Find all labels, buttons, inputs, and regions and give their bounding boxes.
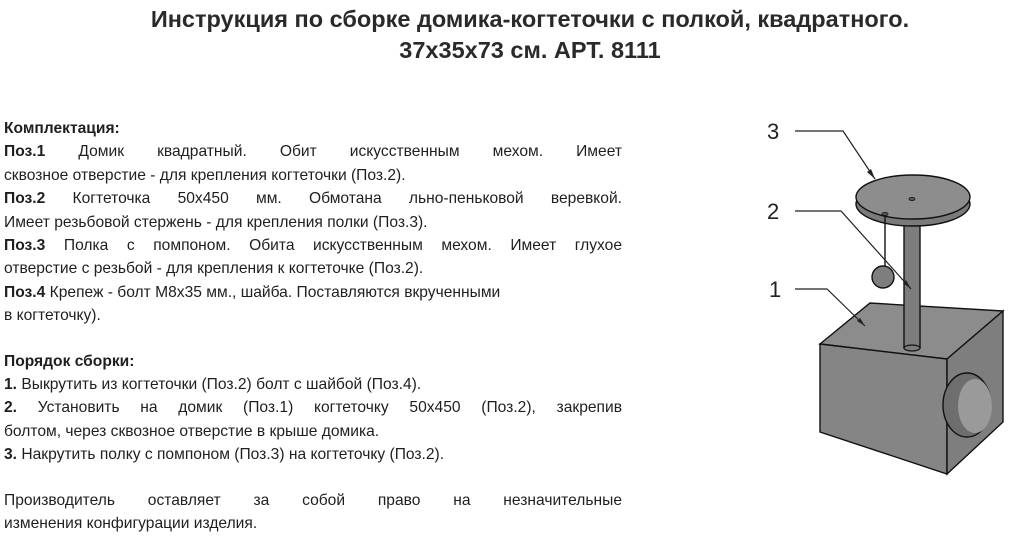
item-pos-label: Поз.2 [4, 190, 46, 208]
item-text: Домик квадратный. Обит искусственным мехом. Имеет [78, 143, 622, 161]
step-3 [4, 443, 622, 466]
item-pos-label: Поз.4 [4, 283, 46, 301]
post-base-ellipse [904, 345, 920, 351]
item-2-line-1 [4, 187, 622, 210]
item-1-line-1 [4, 140, 622, 163]
item-text: Крепеж - болт М8х35 мм., шайба. Поставляются вкрученными [49, 283, 501, 301]
callout-3-leader [795, 131, 875, 179]
instruction-text [4, 117, 622, 536]
disclaimer-line-1: Производитель оставляет за собой право на незначительные [4, 491, 622, 509]
title-line-2: 37х35х73 см. АРТ. 8111 [399, 37, 661, 63]
house-front-face [820, 344, 947, 474]
contents-heading: Комплектация: [4, 120, 120, 137]
shelf-hole-1 [909, 197, 915, 200]
item-2-line-2: Имеет резьбовой стержень - для крепления полки (Поз.3). [4, 213, 428, 231]
item-3-line-1 [4, 234, 622, 257]
pompom-ball [872, 266, 894, 288]
item-3-line-2: отверстие с резьбой - для крепления к когтеточке (Поз.2). [4, 260, 424, 278]
step-text: Установить на домик (Поз.1) когтеточку 50х450 (Поз.2), закрепив [37, 399, 622, 417]
callout-2-label: 2 [767, 199, 780, 224]
shelf-hole-2 [882, 212, 888, 215]
item-pos-label: Поз.1 [4, 143, 46, 161]
step-number: 1. [4, 376, 18, 394]
step-1 [4, 373, 622, 396]
callout-1-label: 1 [769, 277, 782, 302]
item-4-line-2: в когтеточку). [4, 307, 101, 325]
disclaimer-line-2: изменения конфигурации изделия. [4, 515, 258, 533]
item-1-line-2: сквозное отверстие - для крепления когтеточки (Поз.2). [4, 166, 406, 184]
item-text: Когтеточка 50х450 мм. Обмотана льно-пеньковой веревкой. [72, 190, 622, 208]
item-4-line-1 [4, 281, 622, 304]
step-2-line-1 [4, 396, 622, 419]
item-pos-label: Поз.3 [4, 237, 46, 255]
assembly-diagram [755, 110, 1015, 527]
title-line-1: Инструкция по сборке домика-когтеточки с полкой, квадратного. [150, 6, 910, 32]
step-number: 3. [4, 446, 18, 464]
step-number: 2. [4, 399, 18, 417]
shelf-top [856, 175, 970, 219]
document-title [0, 4, 1015, 66]
step-2-line-2: болтом, через сквозное отверстие в крыше домика. [4, 422, 380, 440]
assembly-heading: Порядок сборки: [4, 352, 135, 370]
item-text: Полка с помпоном. Обита искусственным мехом. Имеет глухое [63, 237, 622, 255]
step-text: Накрутить полку с помпоном (Поз.3) на когтеточку (Поз.2). [21, 446, 445, 464]
house-entrance-inner [958, 379, 992, 433]
callout-3-arrow [867, 169, 875, 179]
callout-3-label: 3 [767, 119, 780, 144]
step-text: Выкрутить из когтеточки (Поз.2) болт с шайбой (Поз.4). [21, 376, 422, 394]
